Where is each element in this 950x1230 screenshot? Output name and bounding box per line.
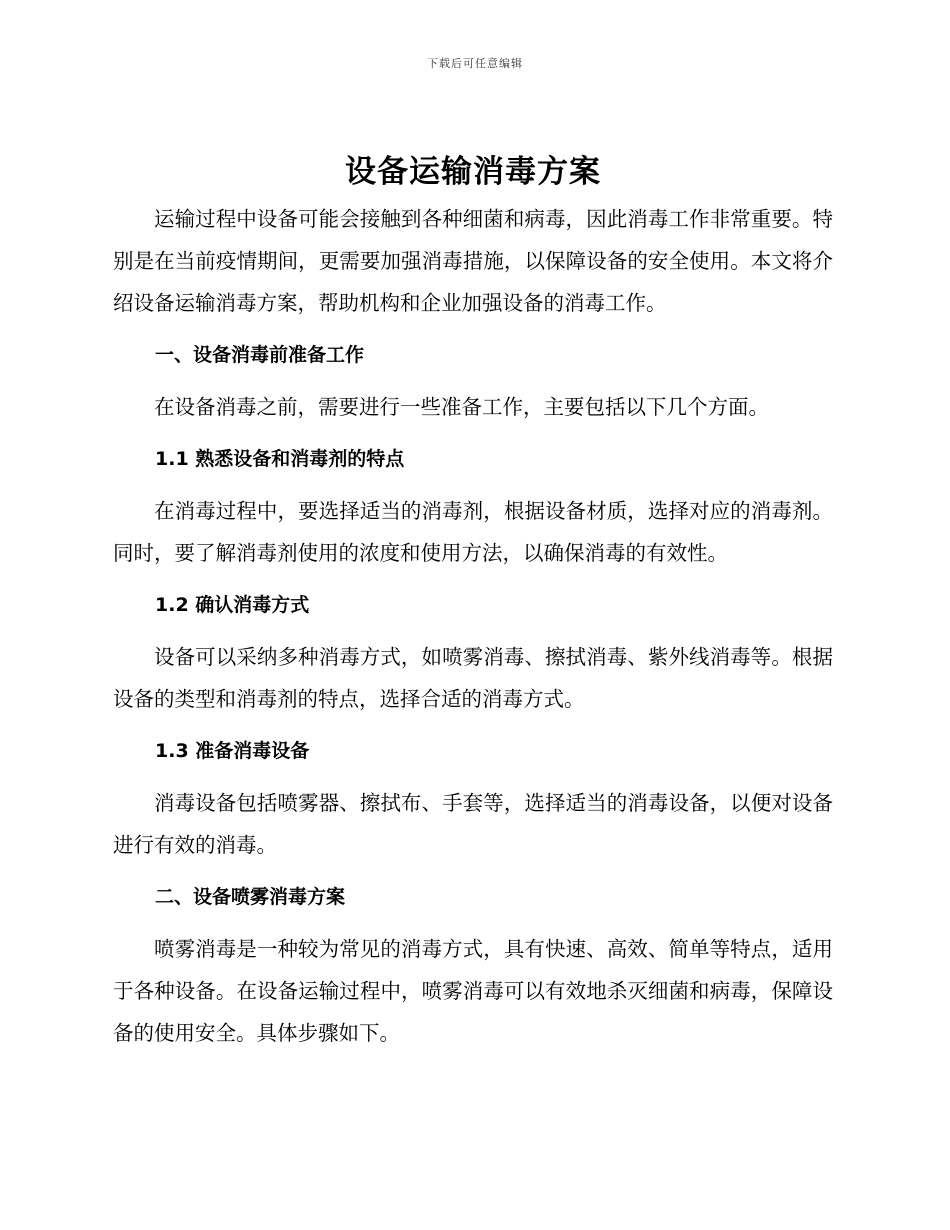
paragraph-1-3: 消毒设备包括喷雾器、擦拭布、手套等，选择适当的消毒设备，以便对设备进行有效的消毒。 bbox=[113, 791, 833, 857]
document-body bbox=[113, 148, 833, 1054]
prep-paragraph: 在设备消毒之前，需要进行一些准备工作，主要包括以下几个方面。 bbox=[154, 395, 769, 419]
paragraph-1-1: 在消毒过程中，要选择适当的消毒剂，根据设备材质，选择对应的消毒剂。同时，要了解消毒剂使用的浓度和使用方法，以确保消毒的有效性。 bbox=[113, 499, 833, 565]
subsection-heading-1-1: 1.1 熟悉设备和消毒剂的特点 bbox=[155, 448, 405, 470]
spray-paragraph: 喷雾消毒是一种较为常见的消毒方式，具有快速、高效、简单等特点，适用于各种设备。在设备运输过程中，喷雾消毒可以有效地杀灭细菌和病毒，保障设备的使用安全。具体步骤如下。 bbox=[113, 937, 833, 1045]
header-note: 下载后可任意编辑 bbox=[427, 57, 523, 70]
intro-paragraph: 运输过程中设备可能会接触到各种细菌和病毒，因此消毒工作非常重要。特别是在当前疫情期间，更需要加强消毒措施，以保障设备的安全使用。本文将介绍设备运输消毒方案，帮助机构和企业加强设备的消毒工作。 bbox=[113, 207, 833, 315]
subsection-heading-1-2: 1.2 确认消毒方式 bbox=[155, 594, 310, 616]
section-heading-prep: 一、设备消毒前准备工作 bbox=[155, 344, 365, 366]
subsection-heading-1-3: 1.3 准备消毒设备 bbox=[155, 740, 310, 762]
document-title: 设备运输消毒方案 bbox=[345, 154, 601, 190]
section-heading-spray: 二、设备喷雾消毒方案 bbox=[155, 886, 346, 908]
paragraph-1-2: 设备可以采纳多种消毒方式，如喷雾消毒、擦拭消毒、紫外线消毒等。根据设备的类型和消毒剂的特点，选择合适的消毒方式。 bbox=[113, 645, 833, 711]
